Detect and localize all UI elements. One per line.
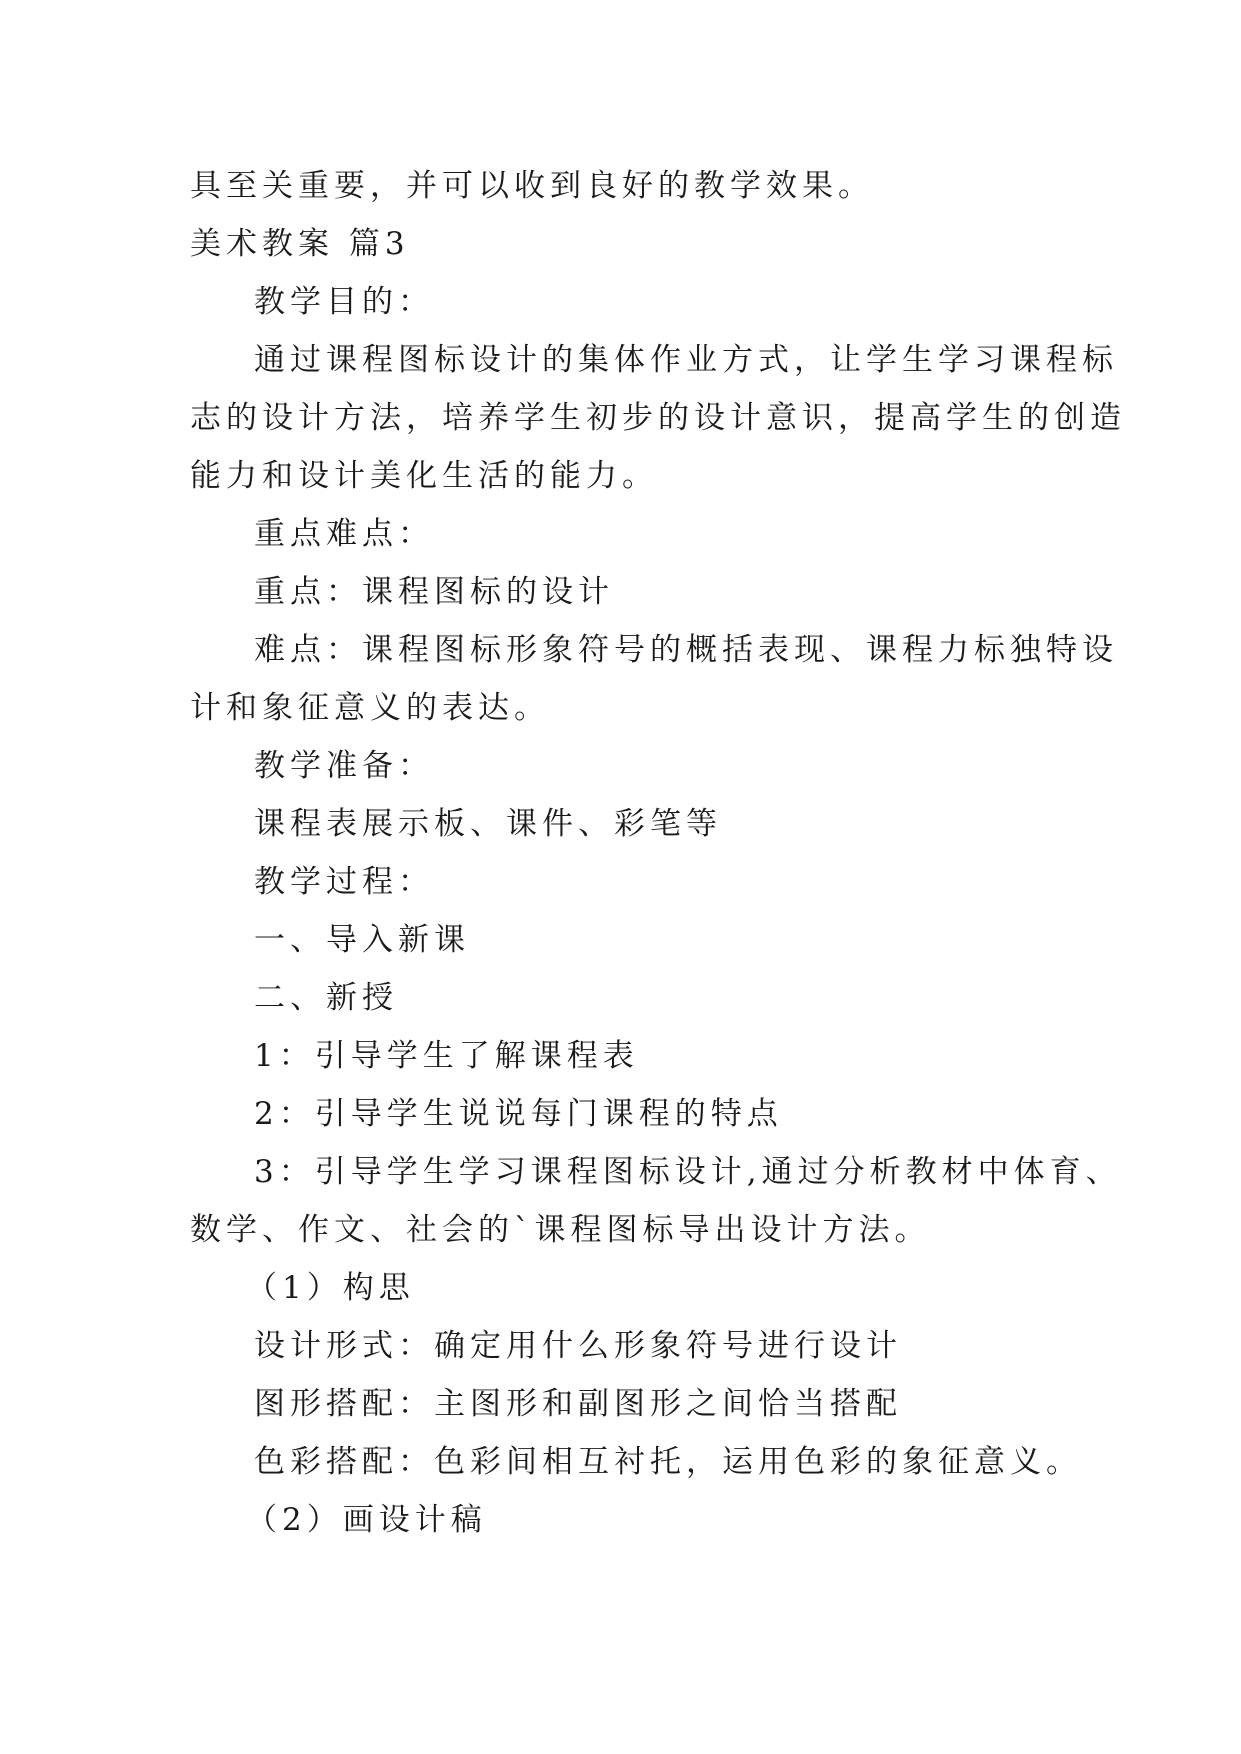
paragraph-line: 数学、作文、社会的`课程图标导出设计方法。 bbox=[190, 1212, 931, 1248]
section-heading: 美术教案 篇3 bbox=[190, 226, 410, 262]
paragraph-heading: 教学过程： bbox=[254, 864, 434, 900]
paragraph-line: 课程表展示板、课件、彩笔等 bbox=[254, 806, 722, 842]
list-item: 3：引导学生学习课程图标设计,通过分析教材中体育、 bbox=[254, 1154, 1122, 1190]
paragraph-heading: 教学目的： bbox=[254, 284, 434, 320]
paragraph-line: 志的设计方法，培养学生初步的设计意识，提高学生的创造 bbox=[190, 400, 1126, 436]
paragraph-line: 计和象征意义的表达。 bbox=[190, 690, 550, 726]
paragraph-line: 具至关重要，并可以收到良好的教学效果。 bbox=[190, 168, 874, 204]
paragraph-heading: 教学准备： bbox=[254, 748, 434, 784]
list-item: （2）画设计稿 bbox=[246, 1502, 487, 1538]
paragraph-line: 色彩搭配：色彩间相互衬托，运用色彩的象征意义。 bbox=[254, 1444, 1082, 1480]
paragraph-line: 能力和设计美化生活的能力。 bbox=[190, 458, 658, 494]
paragraph-line: 难点：课程图标形象符号的概括表现、课程力标独特设 bbox=[254, 632, 1118, 668]
paragraph-line: 通过课程图标设计的集体作业方式，让学生学习课程标 bbox=[254, 342, 1118, 378]
paragraph-line: 图形搭配：主图形和副图形之间恰当搭配 bbox=[254, 1386, 902, 1422]
paragraph-line: 重点：课程图标的设计 bbox=[254, 574, 614, 610]
paragraph-line: 设计形式：确定用什么形象符号进行设计 bbox=[254, 1328, 902, 1364]
list-item: （1）构思 bbox=[246, 1270, 415, 1306]
paragraph-heading: 重点难点： bbox=[254, 516, 434, 552]
list-item: 一、导入新课 bbox=[254, 922, 470, 958]
list-item: 1：引导学生了解课程表 bbox=[254, 1038, 639, 1074]
list-item: 2：引导学生说说每门课程的特点 bbox=[254, 1096, 783, 1132]
list-item: 二、新授 bbox=[254, 980, 398, 1016]
